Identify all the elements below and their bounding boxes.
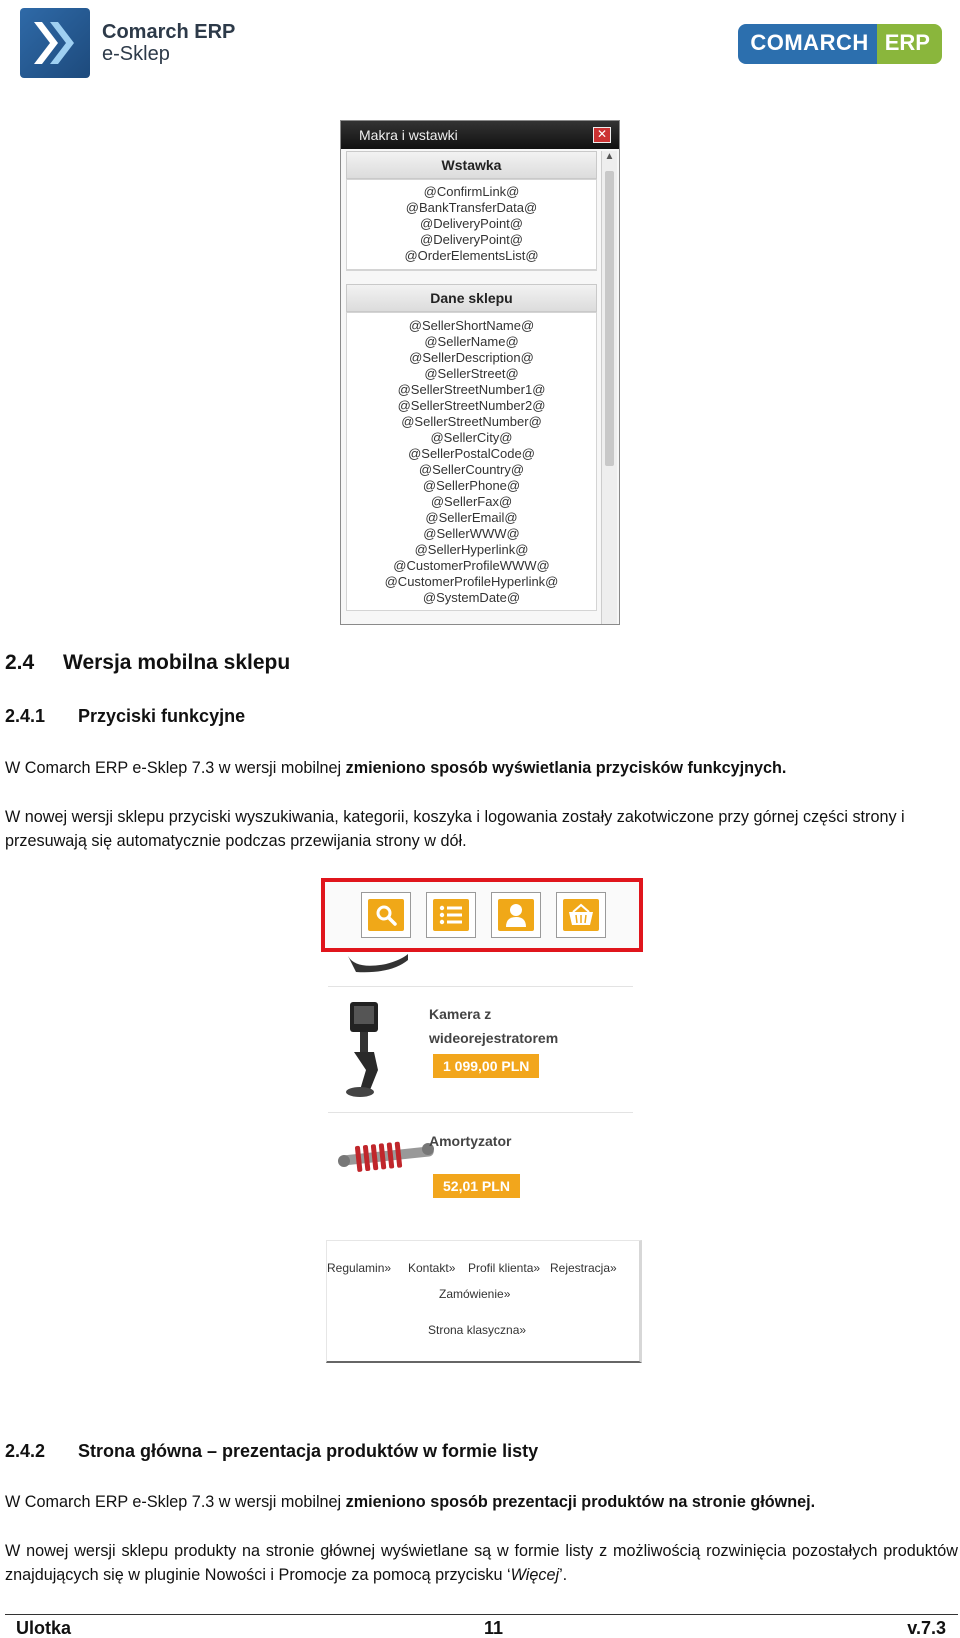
product-price-badge: 1 099,00 PLN [433, 1054, 539, 1078]
macro-item[interactable]: @SellerPhone@ [422, 478, 521, 493]
text-italic: Więcej [510, 1566, 560, 1584]
cart-button[interactable] [556, 892, 606, 938]
wstawka-list [346, 179, 597, 270]
footer-link[interactable]: Kontakt» [408, 1261, 456, 1275]
basket-icon [567, 903, 595, 927]
product-name[interactable]: Amortyzator [429, 1133, 512, 1149]
section-heading-2-4-1 [5, 706, 245, 727]
paragraph-2-4-2-intro [5, 1490, 958, 1514]
divider [328, 1112, 633, 1113]
logo-text-comarch: COMARCH [738, 24, 876, 64]
macro-item[interactable]: @SellerName@ [424, 334, 519, 349]
text-plain: W Comarch ERP e-Sklep 7.3 w wersji mobilnej [5, 759, 346, 777]
search-button[interactable] [361, 892, 411, 938]
text-plain: ’. [559, 1566, 568, 1584]
section-heading-2-4 [5, 651, 290, 675]
macro-item[interactable]: @SellerEmail@ [425, 510, 518, 525]
text-bold: zmieniono sposób prezentacji produktów na stronie głównej. [345, 1493, 816, 1511]
section-title: Przyciski funkcyjne [78, 706, 246, 726]
divider [346, 270, 597, 284]
macro-item[interactable]: @DeliveryPoint@ [420, 216, 523, 231]
footer-rule [5, 1614, 958, 1615]
macro-item[interactable]: @SellerStreetNumber1@ [397, 382, 546, 397]
section-title: Wersja mobilna sklepu [63, 651, 291, 674]
mobile-function-bar [321, 878, 643, 952]
scroll-up-icon[interactable]: ▲ [604, 151, 615, 162]
macro-item[interactable]: @SellerHyperlink@ [414, 542, 529, 557]
macro-item[interactable]: @SellerStreetNumber2@ [397, 398, 546, 413]
shock-absorber-product-image[interactable] [336, 1133, 436, 1183]
close-icon[interactable]: ✕ [593, 127, 611, 143]
macro-item[interactable]: @SellerDescription@ [409, 350, 534, 365]
user-icon [504, 902, 528, 928]
footer-link[interactable]: Regulamin» [327, 1261, 392, 1275]
text-plain: W Comarch ERP e-Sklep 7.3 w wersji mobilnej [5, 1493, 346, 1511]
camera-product-image[interactable] [340, 1000, 400, 1100]
macro-item[interactable]: @SellerCountry@ [418, 462, 525, 477]
macro-item[interactable]: @ConfirmLink@ [423, 184, 520, 199]
text-bold: zmieniono sposób wyświetlania przycisków funkcyjnych. [345, 759, 787, 777]
macro-item[interactable]: @SellerPostalCode@ [408, 446, 535, 461]
macro-item[interactable]: @SellerWWW@ [423, 526, 520, 541]
chevron-logo-icon [20, 8, 90, 78]
scrollbar-thumb[interactable] [605, 171, 614, 466]
macro-item[interactable]: @CustomerProfileWWW@ [393, 558, 550, 573]
footer-link[interactable]: Strona klasyczna» [428, 1323, 527, 1337]
paragraph-2-4-1-intro [5, 756, 958, 780]
section-number: 2.4.1 [5, 706, 46, 726]
brand-product: e-Sklep [102, 43, 170, 65]
paragraph-2-4-2-body [5, 1539, 958, 1587]
login-button[interactable] [491, 892, 541, 938]
categories-button[interactable] [426, 892, 476, 938]
logo-text-erp: ERP [877, 24, 942, 64]
search-icon [374, 903, 398, 927]
mobile-footer [326, 1240, 642, 1363]
product-price-badge: 52,01 PLN [433, 1174, 520, 1198]
macro-item-systemdate[interactable]: @SystemDate@ [422, 590, 521, 605]
product-name-line: Kamera z [429, 1006, 492, 1022]
macro-item[interactable]: @OrderElementsList@ [404, 248, 539, 263]
list-icon [439, 904, 463, 926]
product-name-line: wideorejestratorem [429, 1030, 559, 1046]
dialog-title: Makra i wstawki [359, 127, 458, 143]
section-heading-2-4-2 [5, 1441, 538, 1462]
footer-left: Ulotka [16, 1618, 72, 1638]
product-image-partial [346, 952, 416, 974]
comarch-erp-esklep-logo [20, 8, 235, 78]
product-name[interactable] [429, 1002, 558, 1050]
macro-item[interactable]: @BankTransferData@ [405, 200, 538, 215]
macro-item[interactable]: @DeliveryPoint@ [420, 232, 523, 247]
footer-version: v.7.3 [907, 1618, 946, 1638]
brand-name: Comarch ERP [102, 21, 236, 43]
section-number: 2.4 [5, 651, 35, 674]
dialog-body [344, 151, 599, 624]
macro-item[interactable]: @SellerStreet@ [424, 366, 519, 381]
macro-item[interactable]: @CustomerProfileHyperlink@ [384, 574, 559, 589]
dialog-scrollbar[interactable] [601, 151, 617, 624]
macro-item[interactable]: @SellerStreetNumber@ [401, 414, 542, 429]
page-number: 11 [484, 1618, 504, 1638]
macro-item[interactable]: @SellerCity@ [430, 430, 513, 445]
macro-item[interactable]: @SellerFax@ [430, 494, 513, 509]
section-header-wstawka: Wstawka [346, 151, 597, 179]
macro-item[interactable]: @SellerShortName@ [408, 318, 535, 333]
dane-sklepu-list [346, 312, 597, 611]
section-title: Strona główna – prezentacja produktów w formie listy [78, 1441, 539, 1461]
comarch-erp-logo [738, 24, 942, 64]
dialog-titlebar [341, 121, 619, 149]
divider [328, 986, 633, 987]
macros-dialog [340, 120, 620, 625]
section-number: 2.4.2 [5, 1441, 46, 1461]
paragraph-2-4-1-body: W nowej wersji sklepu przyciski wyszukiwania, kategorii, koszyka i logowania zostały zakotwiczone przy górnej części strony i przesuwają się automatycznie podczas przewijania strony w dół. [5, 808, 905, 850]
footer-link[interactable]: Rejestracja» [550, 1261, 617, 1275]
footer-link[interactable]: Profil klienta» [468, 1261, 541, 1275]
mobile-shop-screenshot [316, 878, 642, 1363]
footer-link[interactable]: Zamówienie» [439, 1287, 511, 1301]
section-header-dane-sklepu: Dane sklepu [346, 284, 597, 312]
text-plain: W nowej wersji sklepu produkty na stronie głównej wyświetlane są w formie listy z możliwością rozwinięcia pozostałych produktów znajdujących się w pluginie Nowości i Promocje za pomocą przycisku ‘ [5, 1542, 958, 1584]
